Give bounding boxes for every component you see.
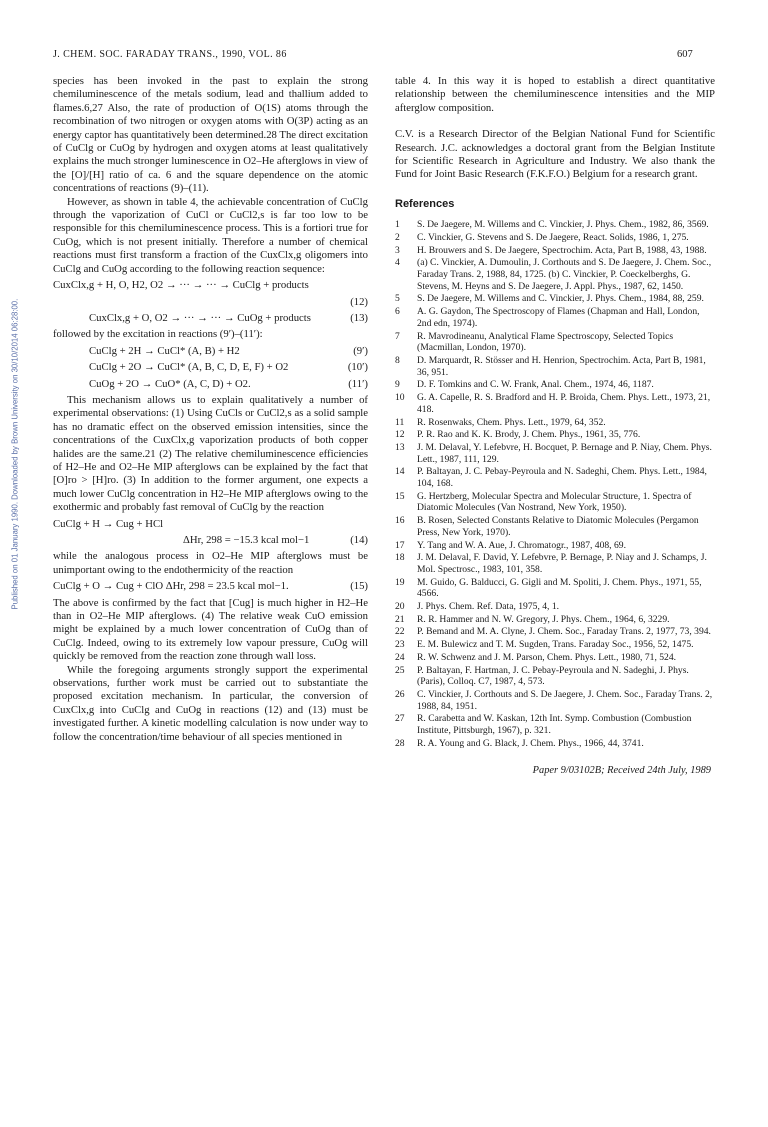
reference-number: 10 — [395, 392, 405, 404]
download-watermark: Published on 01 January 1990. Downloaded by Brown University on 30/10/2014 06:28:00. — [10, 298, 20, 610]
reference-number: 13 — [395, 441, 405, 453]
reference-number: 8 — [395, 354, 400, 366]
reference-item — [395, 614, 715, 626]
reference-number: 9 — [395, 379, 400, 391]
equation-12-number-row — [53, 296, 368, 309]
reference-number: 28 — [395, 737, 405, 749]
reference-number: 18 — [395, 552, 405, 564]
paper-received-note: Paper 9/03102B; Received 24th July, 1989 — [532, 765, 711, 777]
equation-body: CuxClx,g + O, O2 → ··· → ··· → CuOg + products — [89, 311, 311, 324]
right-column — [395, 75, 715, 778]
reference-text: P. Baltayan, J. C. Pebay-Peyroula and N. Sadeghi, Chem. Phys. Lett., 1984, 104, 168. — [417, 466, 707, 490]
acknowledgements: C.V. is a Research Director of the Belgian National Fund for Scientific Research. J.C. acknowledges a doctoral grant from the Belgian Institute for Scientific Research in Agriculture and Industry. We also thank the Fund for Joint Basic Research (F.K.F.O.) Belgium for a research grant. — [395, 128, 715, 181]
reference-text: A. G. Gaydon, The Spectroscopy of Flames (Chapman and Hall, London, 2nd edn, 1974). — [417, 306, 700, 329]
reference-text: P. Bemand and M. A. Clyne, J. Chem. Soc., Faraday Trans. 2, 1977, 73, 394. — [417, 626, 711, 638]
reference-text: B. Rosen, Selected Constants Relative to Diatomic Molecules (Pergamon Press, New York, 1970). — [417, 515, 699, 538]
reference-item — [395, 466, 715, 489]
reference-item — [395, 232, 715, 244]
reference-text: D. Marquardt, R. Stösser and H. Henrion, Spectrochim. Acta, Part B, 1981, 36, 951. — [417, 354, 706, 378]
reference-text: R. A. Young and G. Black, J. Chem. Phys., 1966, 44, 3741. — [417, 737, 644, 749]
reference-item — [395, 429, 715, 441]
reference-text: E. M. Bulewicz and T. M. Sugden, Trans. Faraday Soc., 1956, 52, 1475. — [417, 639, 694, 651]
reference-number: 26 — [395, 688, 405, 700]
reference-text: J. Phys. Chem. Ref. Data, 1975, 4, 1. — [417, 601, 560, 613]
equation-number: (12) — [350, 295, 368, 308]
reference-text: R. Mavrodineanu, Analytical Flame Spectroscopy, Selected Topics (Macmillan, London, 1970). — [417, 330, 674, 354]
equation-body: CuClg + 2O → CuCl* (A, B, C, D, E, F) + O2 — [89, 361, 289, 374]
equation-body: CuOg + 2O → CuO* (A, C, D) + O2. — [89, 377, 251, 390]
reference-text: P. Baltayan, F. Hartman, J. C. Pebay-Peyroula and N. Sadeghi, J. Phys. (Paris), Colloq. C7, 1987, 4, 573. — [417, 664, 689, 688]
reference-text: R. W. Schwenz and J. M. Parson, Chem. Phys. Lett., 1980, 71, 524. — [417, 651, 677, 663]
reference-item — [395, 639, 715, 651]
paragraph: table 4. In this way it is hoped to establish a direct quantitative relationship between the chemiluminescence intensities and the MIP afterglow composition. — [395, 75, 715, 114]
reference-number: 23 — [395, 639, 405, 651]
reference-item — [395, 515, 715, 538]
reference-number: 24 — [395, 651, 405, 663]
reference-item — [395, 540, 715, 552]
reference-item — [395, 442, 715, 465]
reference-list — [395, 219, 715, 749]
equation-body: CuClg + 2H → CuCl* (A, B) + H2 — [89, 344, 240, 357]
equation-number: (13) — [350, 311, 368, 324]
reference-text: C. Vinckier, G. Stevens and S. De Jaegere, React. Solids, 1986, 1, 275. — [417, 231, 689, 243]
references-heading: References — [395, 197, 455, 210]
equation-15 — [53, 580, 368, 593]
equation-14-enthalpy — [53, 534, 368, 547]
reference-text: J. M. Delaval, F. David, Y. Lefebvre, P. Bernage, P. Niay and J. Schamps, J. Mol. Spectrosc., 1983, 101, 358. — [417, 552, 707, 575]
equation-body: CuxClx,g + H, O, H2, O2 → ··· → ··· → CuClg + products — [53, 279, 309, 292]
reference-text: R. Rosenwaks, Chem. Phys. Lett., 1979, 64, 352. — [417, 416, 606, 428]
reference-text: Y. Tang and W. A. Aue, J. Chromatogr., 1987, 408, 69. — [417, 539, 626, 551]
reference-number: 25 — [395, 664, 405, 676]
reference-item — [395, 652, 715, 664]
reference-item — [395, 738, 715, 750]
reference-number: 21 — [395, 613, 405, 625]
equation-11 — [53, 378, 368, 391]
reference-text: J. M. Delaval, Y. Lefebvre, H. Bocquet, P. Bernage and P. Niay, Chem. Phys. Lett., 1987, 111, 129. — [417, 441, 712, 465]
reference-number: 20 — [395, 601, 405, 613]
reference-text: P. R. Rao and K. K. Brody, J. Chem. Phys., 1961, 35, 776. — [417, 429, 641, 441]
equation-number: (14) — [350, 534, 368, 546]
equation-9 — [53, 345, 368, 358]
reference-item — [395, 219, 715, 231]
reference-number: 3 — [395, 244, 400, 256]
reference-number: 6 — [395, 306, 400, 318]
reference-text: D. F. Tomkins and C. W. Frank, Anal. Chem., 1974, 46, 1187. — [417, 379, 654, 391]
equation-body: ΔHr, 298 = −15.3 kcal mol−1 — [183, 534, 310, 546]
reference-number: 5 — [395, 293, 400, 305]
paragraph: While the foregoing arguments strongly support the experimental observations, further work must be carried out to substantiate the proposed excitation mechanism. In particular, the conversion of CuxClx,g into CuClg and CuOg in reactions (12) and (13) must be investigated further. A kinetic modelling calculation is now under way to follow the concentration/time behaviour of all species mentioned in — [53, 663, 368, 743]
equation-14 — [53, 518, 368, 531]
reference-number: 11 — [395, 416, 405, 428]
reference-item — [395, 491, 715, 514]
reference-item — [395, 689, 715, 712]
reference-item — [395, 577, 715, 600]
reference-number: 14 — [395, 466, 405, 478]
reference-number: 19 — [395, 576, 405, 588]
paragraph: species has been invoked in the past to explain the strong chemiluminescence of the metals sodium, lead and thallium added to flames.6,27 Also, the rate of production of O(1S) atoms through the recombination of two nitrogen or oxygen atoms with O(3P) acting as an energy captor has quantitatively been determined.28 The direct excitation of CuClg or CuOg by hydrogen and oxygen atoms at least qualitatively explains the much stronger luminescence in O2–He afterglows in view of the [O]/[H] ratio of ca. 6 and the square dependence on the atomic concentrations of reactions (9)–(11). — [53, 75, 368, 195]
reference-text: R. R. Hammer and N. W. Gregory, J. Phys. Chem., 1964, 6, 3229. — [417, 613, 670, 625]
reference-text: C. Vinckier, J. Corthouts and S. De Jaegere, J. Chem. Soc., Faraday Trans. 2, 1988, 84, 1951. — [417, 688, 713, 712]
reference-item — [395, 552, 715, 575]
equation-body: CuClg + O → Cug + ClO ΔHr, 298 = 23.5 kcal mol−1. — [53, 580, 289, 593]
reference-text: S. De Jaegere, M. Willems and C. Vinckier, J. Phys. Chem., 1982, 86, 3569. — [417, 219, 709, 231]
equation-body: CuClg + H → Cug + HCl — [53, 517, 164, 530]
reference-item — [395, 713, 715, 736]
reference-item — [395, 306, 715, 329]
paragraph: while the analogous process in O2–He MIP afterglows must be unimportant owing to the endothermicity of the reaction — [53, 550, 368, 576]
reference-number: 12 — [395, 429, 405, 441]
reference-number: 1 — [395, 219, 400, 231]
reference-text: S. De Jaegere, M. Willems and C. Vinckier, J. Phys. Chem., 1984, 88, 259. — [417, 293, 704, 305]
reference-item — [395, 245, 715, 257]
reference-item — [395, 355, 715, 378]
reference-number: 16 — [395, 515, 405, 527]
reference-item — [395, 626, 715, 638]
paragraph: However, as shown in table 4, the achievable concentration of CuClg through the vaporization of CuCl or CuCl2,s is far too low to be responsible for this chemiluminescence process. This is a fortiori true for CuOg, which is not present initially. Therefore a number of chemical reactions must first transform a fraction of the CuxClx,g oligomers into CuClg and CuOg according to the following reaction sequence: — [53, 195, 368, 275]
reference-text: R. Carabetta and W. Kaskan, 12th Int. Symp. Combustion (Combustion Institute, Pittsburgh, 1967), p. 321. — [417, 713, 692, 737]
reference-item — [395, 379, 715, 391]
reference-item — [395, 257, 715, 292]
equation-number: (15) — [350, 580, 368, 593]
reference-item — [395, 601, 715, 613]
page-number: 607 — [677, 49, 693, 60]
reference-item — [395, 331, 715, 354]
reference-number: 15 — [395, 490, 405, 502]
reference-text: H. Brouwers and S. De Jaegere, Spectrochim. Acta, Part B, 1988, 43, 1988. — [417, 244, 707, 256]
reference-item — [395, 392, 715, 415]
reference-text: (a) C. Vinckier, A. Dumoulin, J. Corthouts and S. De Jaegere, J. Chem. Soc., Faraday Trans. 2, 1988, 84, 1725. (b) C. Vinckier, P. Coeckelberghs, G. Stevens, M. Heyns and S. De Jaegere, J. Appl. Phys., 1987, 62, 1450. — [417, 257, 712, 292]
reference-item — [395, 417, 715, 429]
reference-number: 27 — [395, 713, 405, 725]
equation-number: (9′) — [353, 344, 368, 357]
reference-number: 4 — [395, 257, 400, 269]
equation-12 — [53, 279, 368, 292]
equation-number: (11′) — [348, 377, 368, 390]
reference-text: G. A. Capelle, R. S. Bradford and H. P. Broida, Chem. Phys. Lett., 1973, 21, 418. — [417, 392, 711, 415]
reference-number: 22 — [395, 626, 405, 638]
journal-header: J. CHEM. SOC. FARADAY TRANS., 1990, VOL. 86 — [53, 49, 287, 60]
left-column — [53, 75, 368, 744]
paragraph: This mechanism allows us to explain qualitatively a number of experimental observations: (1) Using CuCls or CuCl2,s as a solid sample has no dramatic effect on the observed emission intensities, since the concentrations of the CuxClx,g vaporization products of both copper halides are the same.21 (2) The relative chemiluminescence efficiencies of H2–He and O2–He MIP afterglows can be explained by the fact that [O]ro > [H]ro. (3) In addition to the former argument, one expects a much lower CuClg concentration in H2–He MIP afterglows owing to the exothermic and probably fast removal of CuClg by the reaction — [53, 393, 368, 514]
paragraph: followed by the excitation in reactions (9′)–(11′): — [53, 328, 263, 341]
paragraph: The above is confirmed by the fact that [Cug] is much higher in H2–He than in O2–He MIP afterglows. (4) The relative weak CuO emission might be explained by a much lower concentration of CuOg than of CuClg. Indeed, owing to its extremely low vapour pressure, CuOg will quickly be removed from the reaction zone through wall loss. — [53, 596, 368, 663]
reference-text: G. Hertzberg, Molecular Spectra and Molecular Structure, 1. Spectra of Diatomic Molecules (Van Nostrand, New York, 1950). — [417, 490, 692, 514]
reference-number: 2 — [395, 231, 400, 243]
equation-number: (10′) — [347, 361, 368, 374]
equation-13 — [53, 312, 368, 325]
reference-item — [395, 665, 715, 688]
reference-text: M. Guido, G. Balducci, G. Gigli and M. Spoliti, J. Chem. Phys., 1971, 55, 4566. — [417, 576, 702, 600]
equation-10 — [53, 361, 368, 374]
reference-number: 17 — [395, 539, 405, 551]
reference-number: 7 — [395, 330, 400, 342]
reference-item — [395, 293, 715, 305]
